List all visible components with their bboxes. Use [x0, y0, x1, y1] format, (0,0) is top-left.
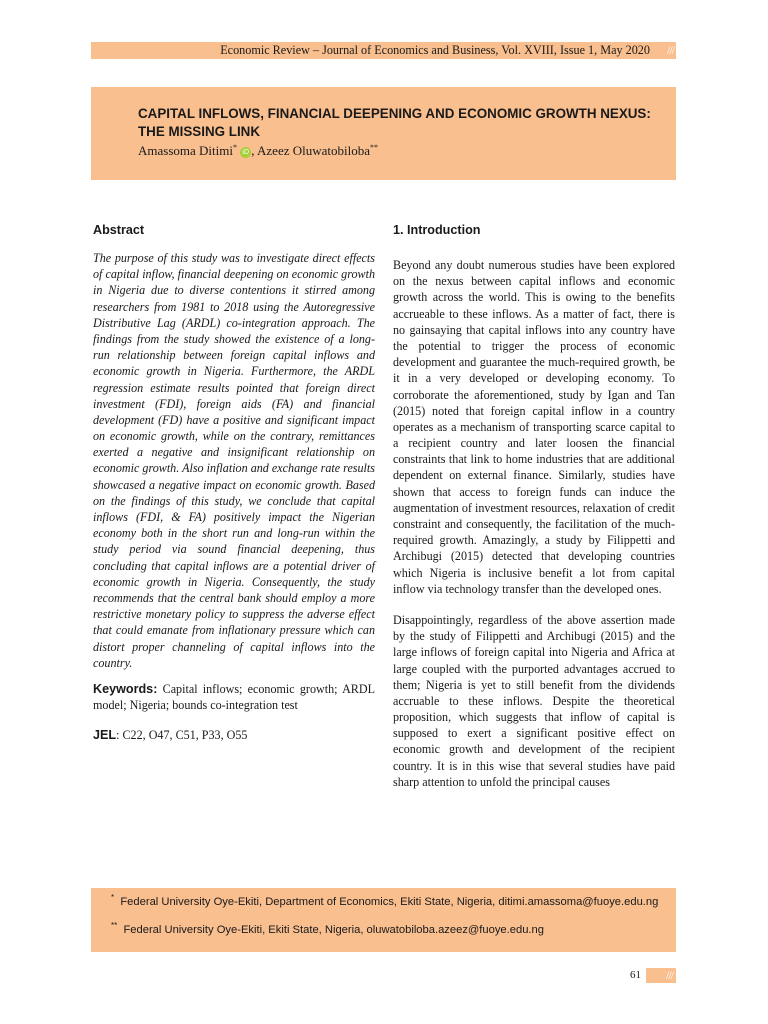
- author-2-mark: **: [370, 143, 378, 152]
- jel-label: JEL: [93, 728, 117, 743]
- footnotes: [91, 888, 676, 952]
- jel-codes: [93, 727, 375, 743]
- footnote-2: [111, 923, 675, 939]
- intro-paragraph-1: Beyond any doubt numerous studies have been explored on the nexus between capital inflows and economic growth across the world. This is owing to the benefits accrueable to these inflows. As a matter of fact, there is no gainsaying that capital inflows into any country have the potential to trigger the process of economic development and guarantee the much-required growth, be it in a very developed or developing economy. To corroborate the aforementioned, study by Igan and Tan (2015) noted that foreign capital inflow in a country operates as a mechanism of transporting scarce capital to a recipient country and later loosen the financial constraints that link to home industries that are additional dependent on external finance. Similarly, studies have shown that access to foreign funds can induce the augmentation of investment resources, relaxation of credit constraint and consequently, the facilitation of the much-required growth. Amazingly, a study by Filippetti and Archibugi (2015) detected that developing countries which Nigeria is inclusive benefit a lot from capital inflow via technology transfer than the developed ones.: [393, 258, 675, 596]
- running-header: [91, 42, 676, 59]
- footnote-1-text: Federal University Oye-Ekiti, Department of Economics, Ekiti State, Nigeria, ditimi.amassoma@fuoye.edu.ng: [120, 896, 659, 908]
- abstract-column: [93, 222, 375, 743]
- page-number: 61: [630, 969, 641, 981]
- introduction-column: [393, 222, 675, 790]
- author-1: Amassoma Ditimi: [138, 143, 233, 158]
- author-1-mark: *: [232, 143, 237, 152]
- header-slashes: ///: [666, 43, 674, 57]
- keywords-label: Keywords:: [93, 681, 158, 696]
- footer-bar: [646, 968, 676, 983]
- introduction-heading: 1. Introduction: [393, 223, 481, 237]
- keywords-text: Capital inflows; economic growth; ARDL model; Nigeria; bounds co-integration test: [93, 681, 375, 713]
- intro-paragraph-2: Disappointingly, regardless of the above assertion made by the study of Filippetti and Archibugi (2015) and the large inflows of foreign capital into Nigeria and Africa at large coupled with the purported advantages accrued to them; Nigeria is yet to still benefit from the dividends accruable to these inflows. Despite the theoretical proposition, which suggests that inflow of capital is supposed to exert a significant positive effect on economic growth and development of the recipient country. It is in this wise that several studies have paid sharp attention to unfold the principal causes: [393, 612, 675, 789]
- footnote-2-mark: **: [111, 921, 118, 930]
- title-block: [91, 87, 676, 180]
- keywords: [93, 681, 375, 713]
- author-separator: ,: [251, 143, 258, 158]
- author-line: [138, 142, 378, 159]
- abstract-text: The purpose of this study was to investigate direct effects of capital inflow, financial deepening on economic growth in Nigeria due to diverse contentions it stirred among researchers from 1981 to 2018 using the Autoregressive Distributive Lag (ARDL) co-integration approach. The findings from the study showed the existence of a long-run relationship between foreign capital inflows and economic growth in Nigeria. Furthermore, the ARDL regression estimate results pointed that foreign direct investment (FDI), foreign aids (FA) and financial development (FD) have a positive and significant impact on economic growth, while on the contrary, remittances exerted a negative and insignificant relationship on economic growth. Also inflation and exchange rate results showcased a negative impact on economic growth. Based on the findings of this study, we conclude that capital inflows (FDI, & FA) positively impact the Nigerian economy both in the short run and long-run within the study period via sound financial deepening, thus concluding that capital inflows are a potential driver of economic growth in Nigeria. Consequently, the study recommends that the central bank should employ a more restrictive monetary policy to suppress the adverse effect that could emanate from inflationary pressure which can distort proper channeling of capital inflows into the country.: [93, 251, 375, 670]
- footnote-1-mark: *: [111, 893, 115, 902]
- footnote-2-text: Federal University Oye-Ekiti, Ekiti State, Nigeria, oluwatobiloba.azeez@fuoye.edu.ng: [123, 924, 544, 936]
- abstract-heading: Abstract: [93, 223, 145, 237]
- author-2: Azeez Oluwatobiloba: [257, 143, 370, 158]
- footnote-1: [111, 895, 675, 911]
- journal-citation: Economic Review – Journal of Economics and Business, Vol. XVIII, Issue 1, May 2020: [220, 43, 650, 57]
- article-title: CAPITAL INFLOWS, FINANCIAL DEEPENING AND ECONOMIC GROWTH NEXUS: THE MISSING LINK: [138, 106, 651, 139]
- orcid-icon[interactable]: iD: [240, 147, 251, 158]
- footer-slashes: ///: [665, 968, 673, 982]
- jel-text: : C22, O47, C51, P33, O55: [116, 728, 248, 743]
